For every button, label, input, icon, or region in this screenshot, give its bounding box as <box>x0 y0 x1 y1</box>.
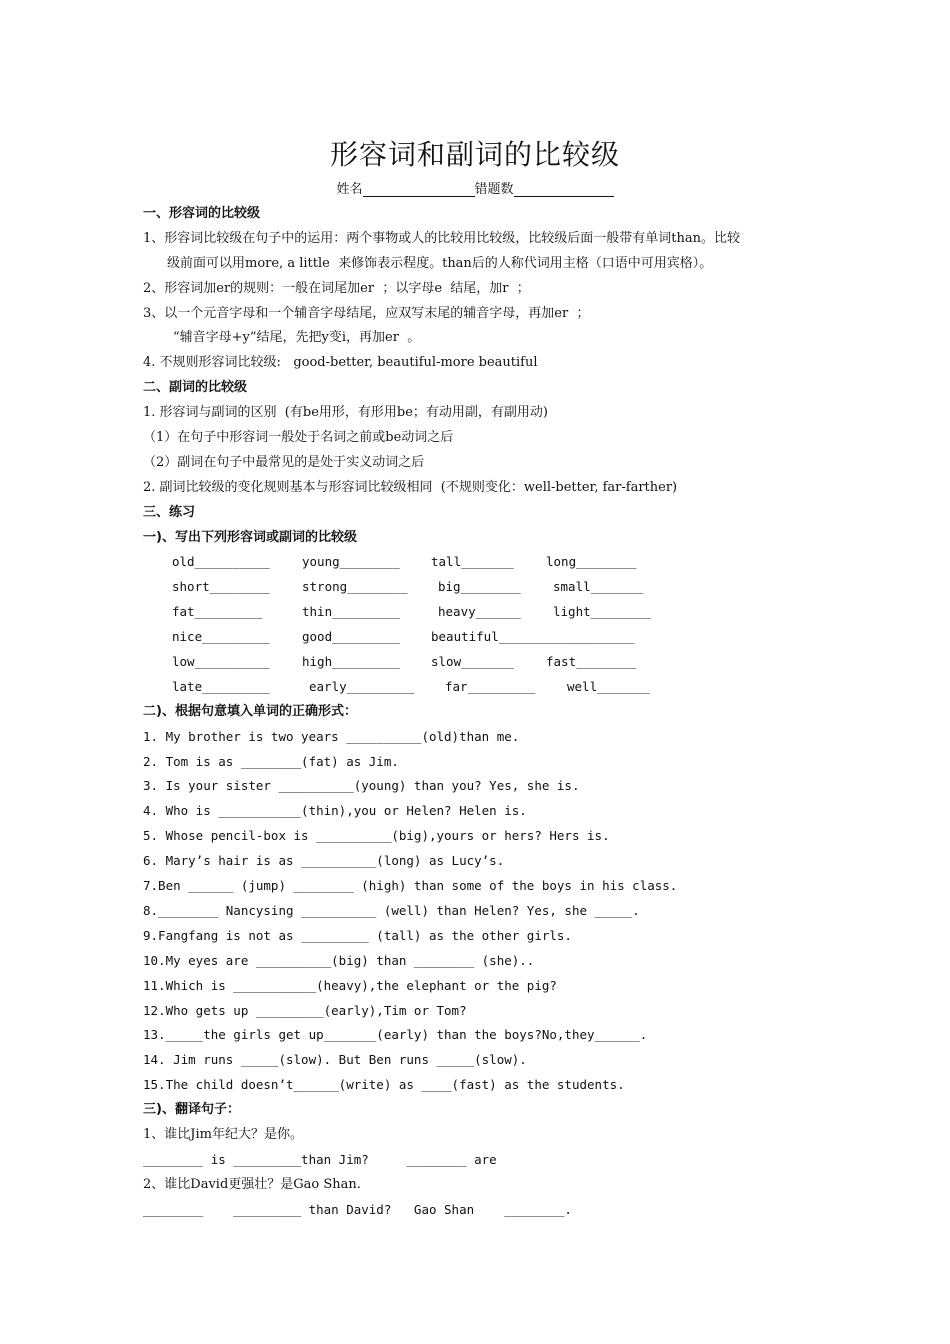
section1-rule3a: 3、以一个元音字母和一个辅音字母结尾，应双写末尾的辅音字母，再加er ； <box>143 305 590 321</box>
sentence-item[interactable]: 1. My brother is two years __________(old)than me. <box>143 728 520 744</box>
wrong-count-label: 错题数 <box>474 182 514 197</box>
word-item[interactable]: heavy______ <box>438 604 521 620</box>
section1-rule1a: 1、形容词比较级在句子中的运用：两个事物或人的比较用比较级，比较级后面一般带有单词than。比较 <box>143 230 740 246</box>
sentence-item[interactable]: 6. Mary’s hair is as __________(long) as Lucy’s. <box>143 853 505 869</box>
word-item[interactable]: old__________ <box>172 554 270 570</box>
sentence-item[interactable]: 2. Tom is as ________(fat) as Jim. <box>143 753 399 769</box>
word-row <box>143 650 823 675</box>
sentence-item[interactable]: 14. Jim runs _____(slow). But Ben runs _____(slow). <box>143 1052 527 1068</box>
word-row <box>143 600 823 625</box>
sentence-item[interactable]: 11.Which is ___________(heavy),the elephant or the pig? <box>143 977 557 993</box>
section1-rule4: 4. 不规则形容词比较级: good-better, beautiful-more beautiful <box>143 355 538 371</box>
word-item[interactable]: well_______ <box>567 678 650 694</box>
sentence-item[interactable]: 8.________ Nancysing __________ (well) than Helen? Yes, she _____. <box>143 902 640 918</box>
page-title: 形容词和副词的比较级 <box>329 138 620 171</box>
word-item[interactable]: early_________ <box>309 678 415 694</box>
word-row <box>143 625 823 650</box>
part3-heading: 三)、翻译句子： <box>143 1102 240 1118</box>
word-item[interactable]: strong________ <box>302 579 408 595</box>
translate2-answer[interactable]: ________ _________ than David? Gao Shan ________. <box>143 1201 572 1217</box>
word-item[interactable]: beautiful__________________ <box>431 629 635 645</box>
section1-rule2: 2、形容词加er的规则：一般在词尾加er ；以字母e 结尾，加r ； <box>143 280 530 296</box>
word-item[interactable]: light________ <box>553 604 651 620</box>
word-item[interactable]: short________ <box>172 579 270 595</box>
sentence-item[interactable]: 3. Is your sister __________(young) than you? Yes, she is. <box>143 778 580 794</box>
word-item[interactable]: low__________ <box>172 654 270 670</box>
translate2-chinese: 2、谁比David更强壮？是Gao Shan. <box>143 1176 361 1192</box>
sentence-item[interactable]: 13._____the girls get up_______(early) than the boys?No,they______. <box>143 1027 648 1043</box>
name-blank[interactable] <box>363 182 475 197</box>
word-row <box>143 575 823 600</box>
wrong-count-blank[interactable] <box>514 182 614 197</box>
word-item[interactable]: young________ <box>302 554 400 570</box>
translate1-answer[interactable]: ________ is _________than Jim? ________ are <box>143 1151 497 1167</box>
sentence-item[interactable]: 9.Fangfang is not as _________ (tall) as the other girls. <box>143 927 572 943</box>
worksheet-content <box>143 202 823 1223</box>
word-item[interactable]: small_______ <box>553 579 644 595</box>
sentence-item[interactable]: 7.Ben ______ (jump) ________ (high) than some of the boys in his class. <box>143 878 678 894</box>
word-item[interactable]: thin_________ <box>302 604 400 620</box>
word-item[interactable]: late_________ <box>172 678 270 694</box>
word-row <box>143 550 823 575</box>
name-label: 姓名 <box>336 182 363 197</box>
sentence-item[interactable]: 15.The child doesn’t______(write) as ____(fast) as the students. <box>143 1077 625 1093</box>
word-item[interactable]: tall_______ <box>431 554 514 570</box>
word-item[interactable]: far_________ <box>445 678 536 694</box>
word-item[interactable]: fat_________ <box>172 604 263 620</box>
sentence-item[interactable]: 5. Whose pencil-box is __________(big),yours or hers? Hers is. <box>143 828 610 844</box>
section1-rule3b: “辅音字母+y”结尾，先把y变i，再加er 。 <box>173 330 421 346</box>
word-item[interactable]: nice_________ <box>172 629 270 645</box>
sentence-item[interactable]: 4. Who is ___________(thin),you or Helen? Helen is. <box>143 803 527 819</box>
section3-heading: 三、练习 <box>143 504 196 520</box>
part1-heading: 一)、写出下列形容词或副词的比较级 <box>143 529 357 545</box>
word-item[interactable]: good_________ <box>302 629 400 645</box>
word-item[interactable]: slow_______ <box>431 654 514 670</box>
word-item[interactable]: long________ <box>546 554 637 570</box>
part2-heading: 二)、根据句意填入单词的正确形式： <box>143 703 357 719</box>
section1-rule1b: 级前面可以用more, a little 来修饰表示程度。than后的人称代词用主格（口语中可用宾格）。 <box>167 255 713 271</box>
sentence-item[interactable]: 10.My eyes are __________(big) than ________ (she).. <box>143 952 535 968</box>
word-item[interactable]: big________ <box>438 579 521 595</box>
sentence-item[interactable]: 12.Who gets up _________(early),Tim or Tom? <box>143 1002 467 1018</box>
name-line <box>0 178 950 197</box>
translate1-chinese: 1、谁比Jim年纪大？是你。 <box>143 1126 303 1142</box>
section2-heading: 二、副词的比较级 <box>143 380 248 396</box>
section2-rule2: 2. 副词比较级的变化规则基本与形容词比较级相同 (不规则变化：well-better, far-farther) <box>143 479 678 495</box>
word-item[interactable]: high_________ <box>302 654 400 670</box>
word-item[interactable]: fast________ <box>546 654 637 670</box>
section1-heading: 一、形容词的比较级 <box>143 206 261 221</box>
section2-sub1: （1）在句子中形容词一般处于名词之前或be动词之后 <box>143 430 454 446</box>
section2-sub2: （2）副词在句子中最常见的是处于实义动词之后 <box>143 454 425 470</box>
word-row <box>143 675 823 700</box>
section2-rule1: 1. 形容词与副词的区别 (有be用形，有形用be；有动用副，有副用动) <box>143 405 548 421</box>
